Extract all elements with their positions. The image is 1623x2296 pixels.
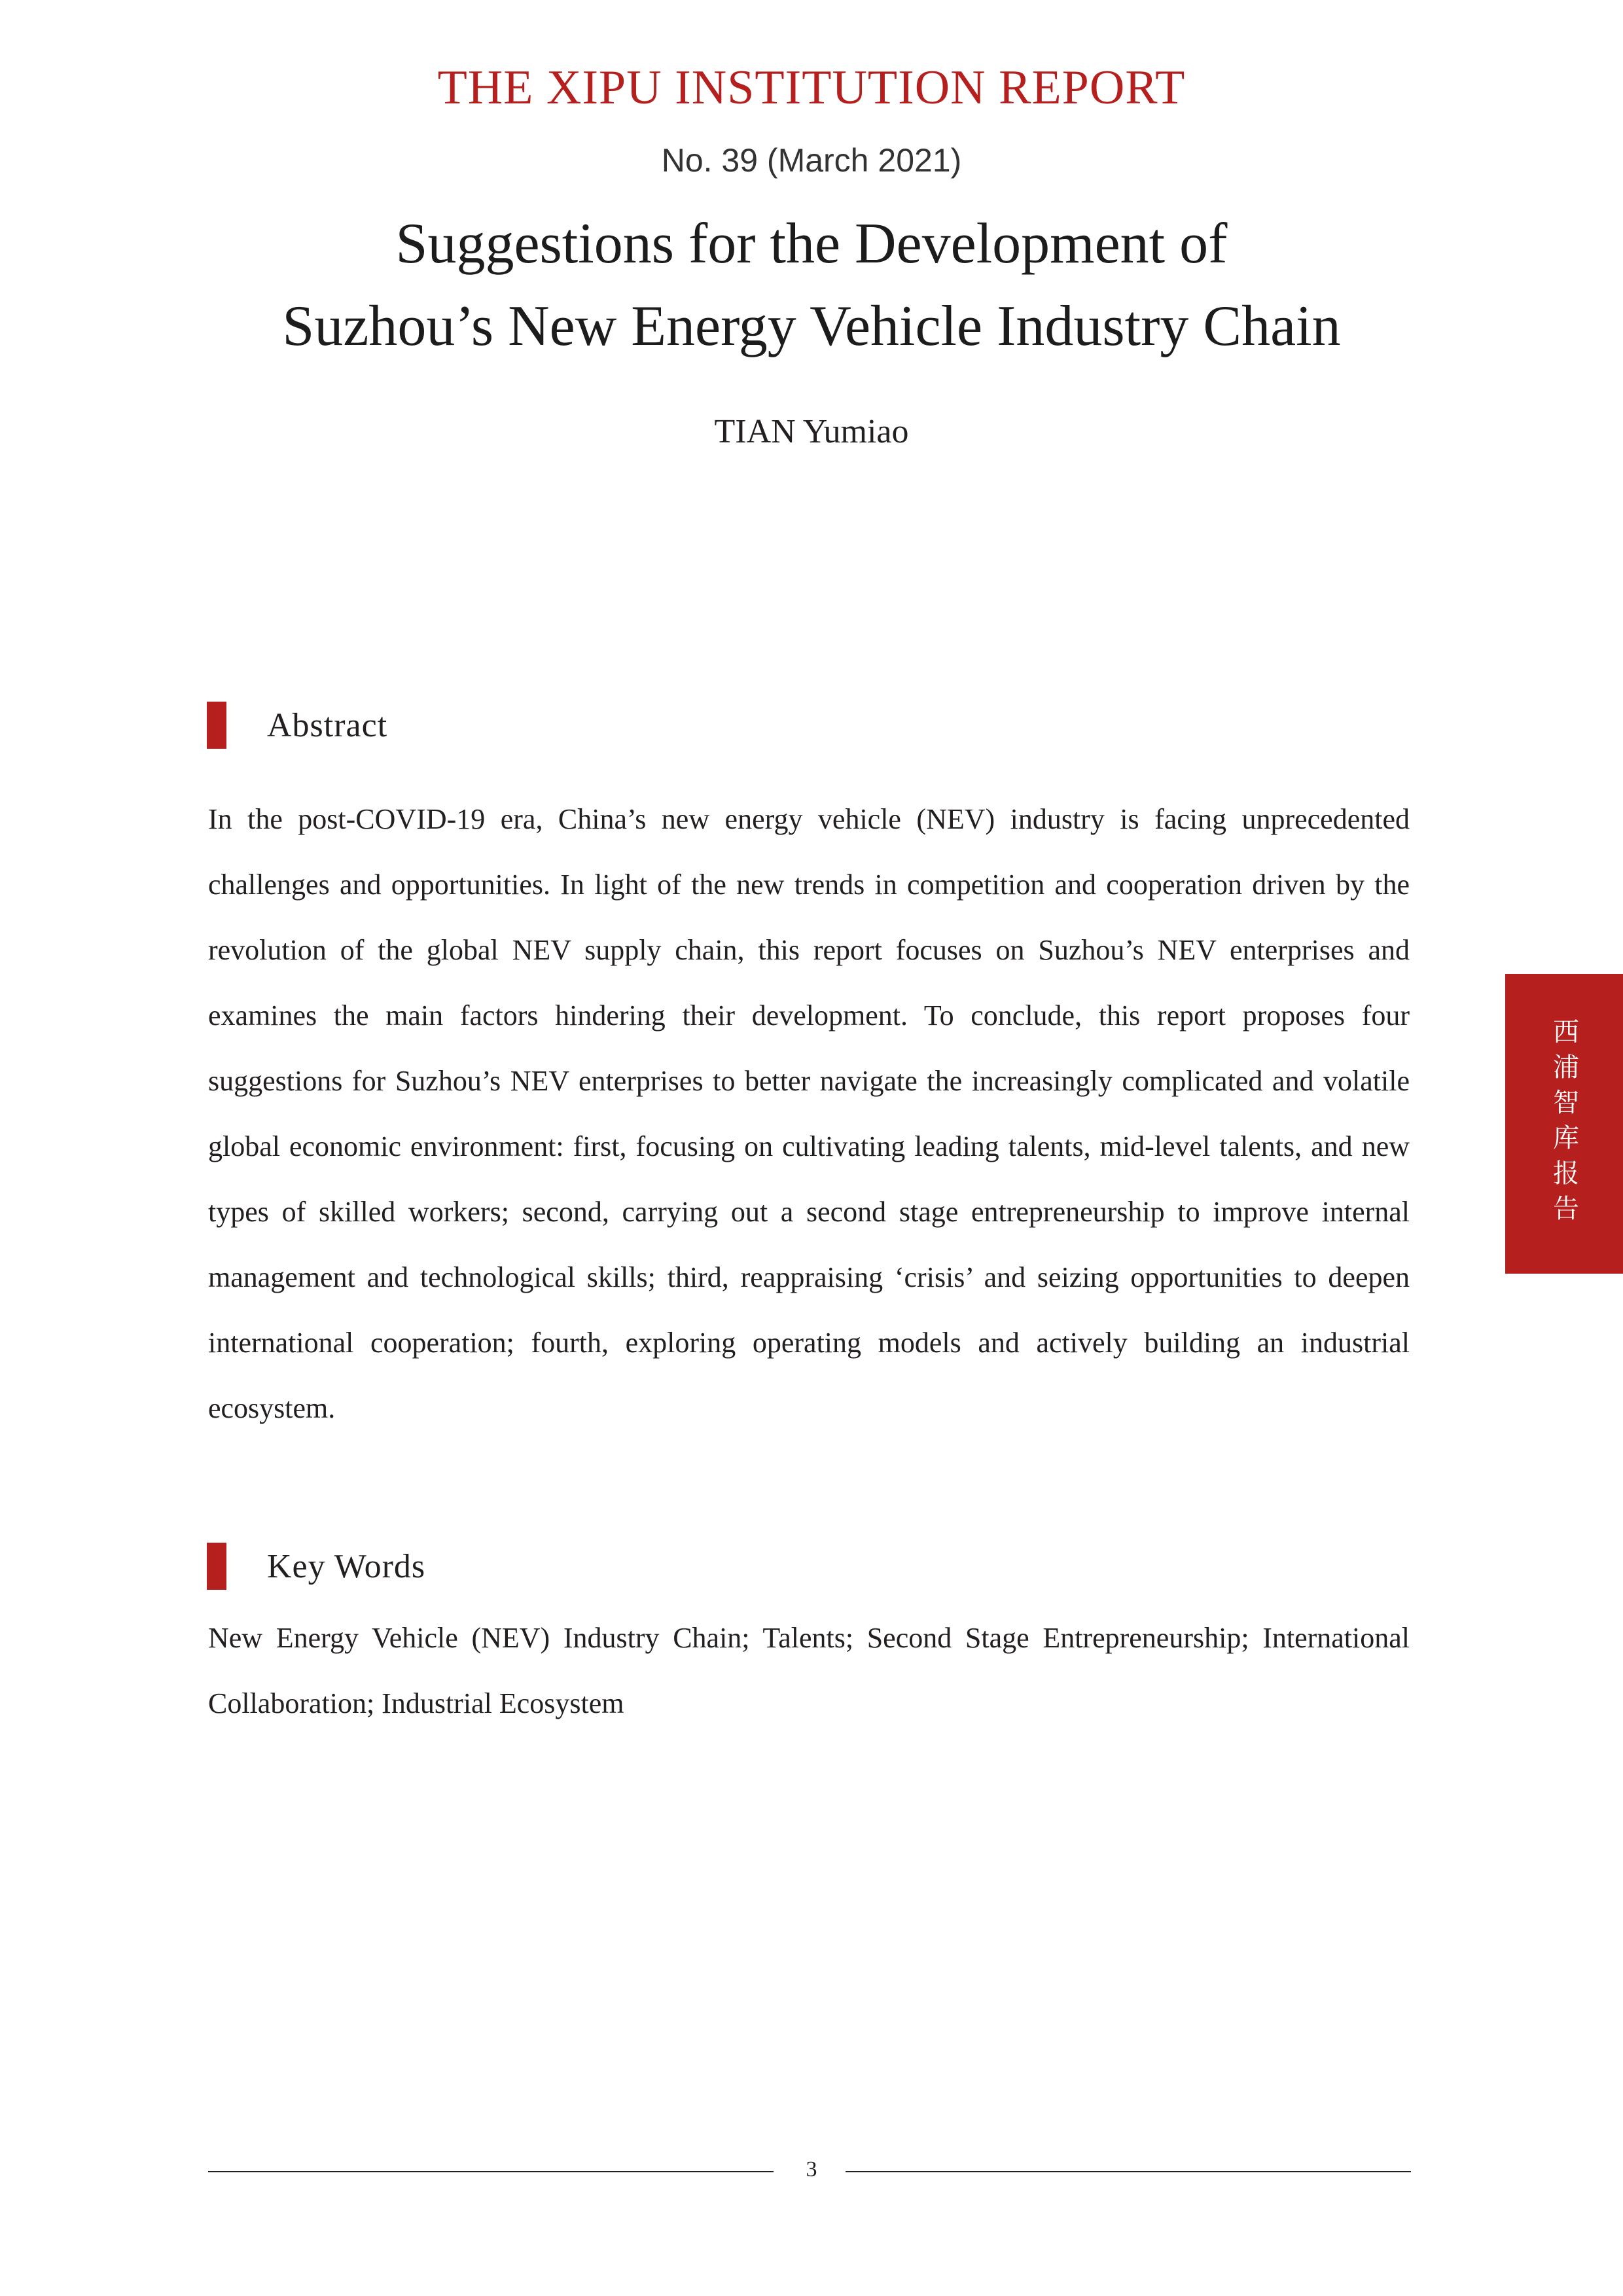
footer-rule-right <box>846 2171 1411 2172</box>
report-title-line-1: Suggestions for the Development of <box>395 212 1228 276</box>
section-marker-bar <box>207 1543 226 1590</box>
keywords-text: New Energy Vehicle (NEV) Industry Chain; Talents; Second Stage Entrepreneurship; International Collaboration; Industrial Ecosystem <box>208 1622 1410 1719</box>
abstract-text: In the post-COVID-19 era, China’s new energy vehicle (NEV) industry is facing unprecedented challenges and opportunities. In light of the new trends in competition and cooperation driven by the revolution of the global NEV supply chain, this report focuses on Suzhou’s NEV enterprises and examines the main factors hindering their development. To conclude, this report proposes four suggestions for Suzhou’s NEV enterprises to better navigate the increasingly complicated and volatile global economic environment: first, focusing on cultivating leading talents, mid-level talents, and new types of skilled workers; second, carrying out a second stage entrepreneurship to improve internal management and technological skills; third, reappraising ‘crisis’ and seizing opportunities to deepen international cooperation; fourth, exploring operating models and actively building an industrial ecosystem. <box>208 803 1410 1424</box>
abstract-heading-row <box>207 702 387 749</box>
section-marker-bar <box>207 702 226 749</box>
side-tab <box>1505 974 1623 1274</box>
report-issue-number: No. 39 (March 2021) <box>661 142 962 179</box>
report-title-line-2: Suzhou’s New Energy Vehicle Industry Chain <box>282 295 1341 358</box>
footer-rule-left <box>208 2171 774 2172</box>
side-tab-label: 西浦智库报告 <box>1548 1018 1579 1230</box>
author-name: TIAN Yumiao <box>714 413 909 450</box>
abstract-heading: Abstract <box>267 706 388 744</box>
report-title <box>131 203 1492 368</box>
keywords-heading-row <box>207 1543 425 1590</box>
page-number: 3 <box>806 2157 817 2181</box>
report-series-title: THE XIPU INSTITUTION REPORT <box>437 61 1186 115</box>
keywords-heading: Key Words <box>267 1547 426 1585</box>
